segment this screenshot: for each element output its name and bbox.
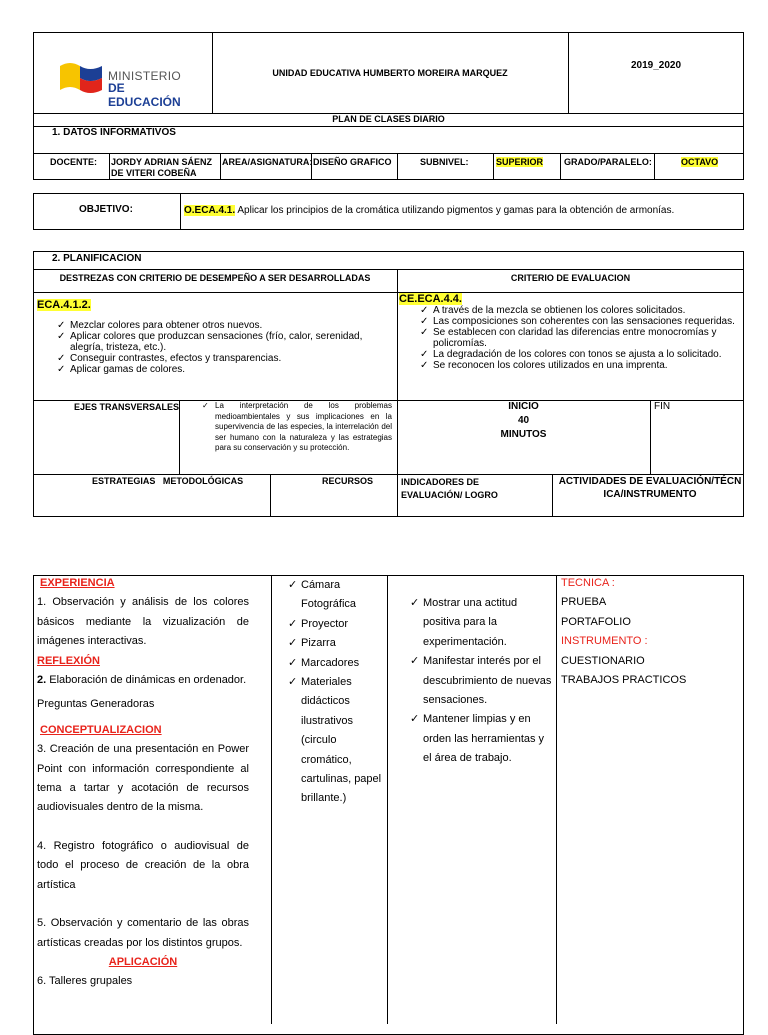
subnivel-label: SUBNIVEL: — [420, 157, 469, 167]
recursos-header: RECURSOS — [322, 476, 374, 486]
criterio-code: CE.ECA.4.4. — [399, 293, 462, 305]
conceptualizacion-label: CONCEPTUALIZACION — [40, 723, 162, 736]
indicadores-header — [401, 476, 541, 502]
destrezas-header: DESTREZAS CON CRITERIO DE DESEMPEÑO A SER DESARROLLADAS — [59, 273, 371, 283]
grado-value: OCTAVO — [681, 157, 719, 167]
step-5: 5. Observación y comentario de las obras artísticas creadas por los distintos grupos. — [37, 917, 249, 949]
destreza-item: ✓ Aplicar gamas de colores. — [55, 364, 393, 375]
estrategias-header: ESTRATEGIAS METODOLÓGICAS — [92, 476, 244, 486]
criterios-list — [418, 305, 742, 371]
destreza-item: ✓ Mezclar colores para obtener otros nuevos. — [55, 320, 393, 331]
instrumento-item: CUESTIONARIO — [561, 654, 645, 667]
destreza-item: ✓ Aplicar colores que produzcan sensaciones (frío, calor, serenidad, alegría, tristeza, etc.). — [55, 331, 393, 353]
recurso-item: ✓ Proyector — [286, 615, 382, 634]
preguntas-generadoras: Preguntas Generadoras — [37, 698, 155, 711]
docente-label: DOCENTE: — [50, 157, 97, 167]
area-value: DISEÑO GRAFICO — [313, 157, 392, 167]
tecnica-item: PRUEBA — [561, 596, 607, 609]
ejes-item: ✓ La interpretación de los problemas medioambientales y sus implicaciones en la supervivencia de las especies, la interrelación del ser humano con la naturaleza y las estrategias para su conservación y su protección. — [200, 401, 392, 454]
step-2 — [37, 671, 249, 690]
aplicacion-label: APLICACIÓN — [108, 955, 178, 968]
objetivo-code: O.ECA.4.1. — [184, 205, 236, 216]
recurso-item: ✓ Materiales didácticos ilustrativos (circulo cromático, cartulinas, papel brillante.) — [286, 673, 382, 809]
step-2-num: 2. — [37, 674, 47, 687]
school-year: 2019_2020 — [630, 60, 682, 71]
minutos-text: MINUTOS — [500, 429, 547, 440]
step-2-text: Elaboración de dinámicas en ordenador. — [46, 674, 247, 687]
instrumento-label: INSTRUMENTO : — [561, 635, 648, 648]
section-planificacion: 2. PLANIFICACION — [52, 253, 142, 264]
destrezas-list — [55, 320, 393, 375]
inicio-label — [397, 401, 650, 441]
criterio-item: ✓ A través de la mezcla se obtienen los colores solicitados. — [418, 305, 742, 316]
step-1: 1. Observación y análisis de los colores básicos mediante la vizualización de imágenes interactivas. — [37, 596, 249, 648]
destreza-code: ECA.4.1.2. — [37, 299, 91, 311]
logo-line1: MINISTERIO — [108, 69, 182, 83]
indicador-item: ✓ Mantener limpias y en orden las herramientas y el área de trabajo. — [408, 710, 552, 768]
instrumento-item: TRABAJOS PRACTICOS — [561, 674, 687, 687]
logo-line2: DE EDUCACIÓN — [108, 81, 181, 109]
duration-value: 40 — [517, 415, 530, 426]
indicador-item: ✓ Mostrar una actitud positiva para la experimentación. — [408, 594, 552, 652]
tecnica-label: TECNICA : — [561, 577, 615, 589]
objetivo-label: OBJETIVO: — [79, 204, 133, 215]
ministerio-logo — [58, 58, 198, 109]
tecnica-column — [561, 574, 741, 690]
reflexion-label: REFLEXIÓN — [37, 654, 100, 667]
indicadores-list — [408, 594, 552, 769]
estrategias-column — [37, 574, 249, 992]
criterio-item: ✓ Se establecen con claridad las diferencias entre monocromías y policromías. — [418, 327, 742, 349]
indicador-item: ✓ Manifestar interés por el descubrimiento de nuevas sensaciones. — [408, 652, 552, 710]
grado-label: GRADO/PARALELO: — [564, 157, 652, 167]
fin-label: FIN — [654, 401, 671, 412]
school-name: UNIDAD EDUCATIVA HUMBERTO MOREIRA MARQUEZ — [272, 68, 508, 78]
criterio-item: ✓ Las composiciones son coherentes con las sensaciones requeridas. — [418, 316, 742, 327]
objetivo-content — [184, 205, 739, 216]
indicadores-header-text: INDICADORES DE EVALUACIÓN/ LOGRO — [401, 477, 498, 500]
recursos-list — [286, 576, 382, 809]
experiencia-label: EXPERIENCIA — [40, 577, 115, 589]
recurso-item: ✓ Pizarra — [286, 634, 382, 653]
inicio-text: INICIO — [508, 401, 539, 412]
step-3: 3. Creación de una presentación en Power Point con información correspondiente al tema a tartar y acotación de recursos audiovisuales dentro de la misma. — [37, 743, 249, 814]
step-4: 4. Registro fotográfico o audiovisual de todo el proceso de creación de la obra artística — [37, 839, 249, 891]
section-datos-informativos: 1. DATOS INFORMATIVOS — [52, 127, 176, 138]
ejes-list — [200, 401, 392, 454]
subnivel-value: SUPERIOR — [496, 157, 544, 167]
ejes-label: EJES TRANSVERSALES — [74, 402, 180, 412]
criterio-item: ✓ Se reconocen los colores utilizados en una imprenta. — [418, 360, 742, 371]
actividades-header: ACTIVIDADES DE EVALUACIÓN/TÉCNICA/INSTRUMENTO — [558, 476, 742, 500]
criterio-item: ✓ La degradación de los colores con tonos se ajusta a lo solicitado. — [418, 349, 742, 360]
plan-title: PLAN DE CLASES DIARIO — [332, 114, 445, 124]
step-6: 6. Talleres grupales — [37, 975, 133, 988]
flag-logo-icon — [58, 60, 104, 96]
recurso-item: ✓ Cámara Fotográfica — [286, 576, 382, 615]
docente-value: JORDY ADRIAN SÁENZ DE VITERI COBEÑA — [111, 157, 213, 178]
destreza-item: ✓ Conseguir contrastes, efectos y transparencias. — [55, 353, 393, 364]
tecnica-item: PORTAFOLIO — [561, 615, 631, 628]
objetivo-text: Aplicar los principios de la cromática utilizando pigmentos y gamas para la obtención de armonías. — [235, 205, 675, 216]
criterio-header: CRITERIO DE EVALUACION — [510, 273, 631, 283]
recurso-item: ✓ Marcadores — [286, 654, 382, 673]
area-label: AREA/ASIGNATURA: — [222, 157, 313, 167]
